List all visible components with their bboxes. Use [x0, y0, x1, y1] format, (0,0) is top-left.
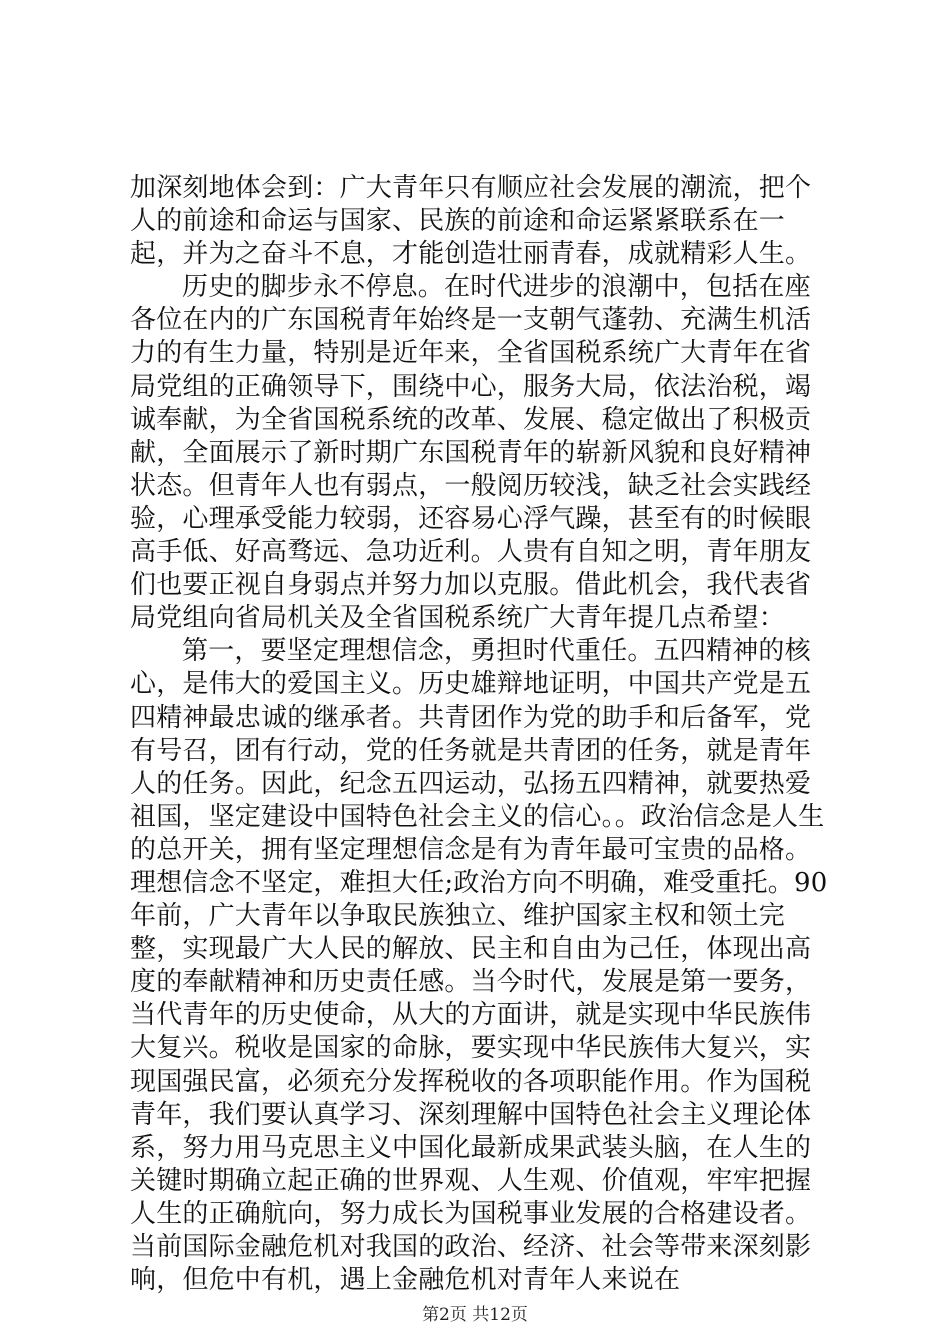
paragraph-continuation: 加深刻地体会到：广大青年只有顺应社会发展的潮流，把个人的前途和命运与国家、民族的前途和命运紧紧联系在一起，并为之奋斗不息，才能创造壮丽青春，成就精彩人生。: [130, 173, 812, 270]
paragraph-first-point: 第一，要坚定理想信念，勇担时代重任。五四精神的核心，是伟大的爱国主义。历史雄辩地证明，中国共产党是五四精神最忠诚的继承者。共青团作为党的助手和后备军，党有号召，团有行动，党的任务就是共青团的任务，就是青年人的任务。因此，纪念五四运动，弘扬五四精神，就要热爱祖国，坚定建设中国特色社会主义的信心。。政治信念是人生的总开关，拥有坚定理想信念是有为青年最可宝贵的品格。理想信念不坚定，难担大任;政治方向不明确，难受重托。90年前，广大青年以争取民族独立、维护国家主权和领土完整，实现最广大人民的解放、民主和自由为己任，体现出高度的奉献精神和历史责任感。当今时代，发展是第一要务，当代青年的历史使命，从大的方面讲，就是实现中华民族伟大复兴。税收是国家的命脉，要实现中华民族伟大复兴，实现国强民富，必须充分发挥税收的各项职能作用。作为国税青年，我们要认真学习、深刻理解中国特色社会主义理论体系，努力用马克思主义中国化最新成果武装头脑，在人生的关键时期确立起正确的世界观、人生观、价值观，牢牢把握人生的正确航向，努力成长为国税事业发展的合格建设者。当前国际金融危机对我国的政治、经济、社会等带来深刻影响，但危中有机，遇上金融危机对青年人来说在: [130, 636, 828, 1296]
page-number-footer: 第2页 共12页: [422, 1305, 528, 1325]
body-text: [130, 172, 830, 1297]
paragraph-history: 历史的脚步永不停息。在时代进步的浪潮中，包括在座各位在内的广东国税青年始终是一支朝气蓬勃、充满生机活力的有生力量，特别是近年来，全省国税系统广大青年在省局党组的正确领导下，围绕中心，服务大局，依法治税，竭诚奉献，为全省国税系统的改革、发展、稳定做出了积极贡献，全面展示了新时期广东国税青年的崭新风貌和良好精神状态。但青年人也有弱点，一般阅历较浅，缺乏社会实践经验，心理承受能力较弱，还容易心浮气躁，甚至有的时候眼高手低、好高骛远、急功近利。人贵有自知之明，青年朋友们也要正视自身弱点并努力加以克服。借此机会，我代表省局党组向省局机关及全省国税系统广大青年提几点希望：: [130, 272, 812, 634]
